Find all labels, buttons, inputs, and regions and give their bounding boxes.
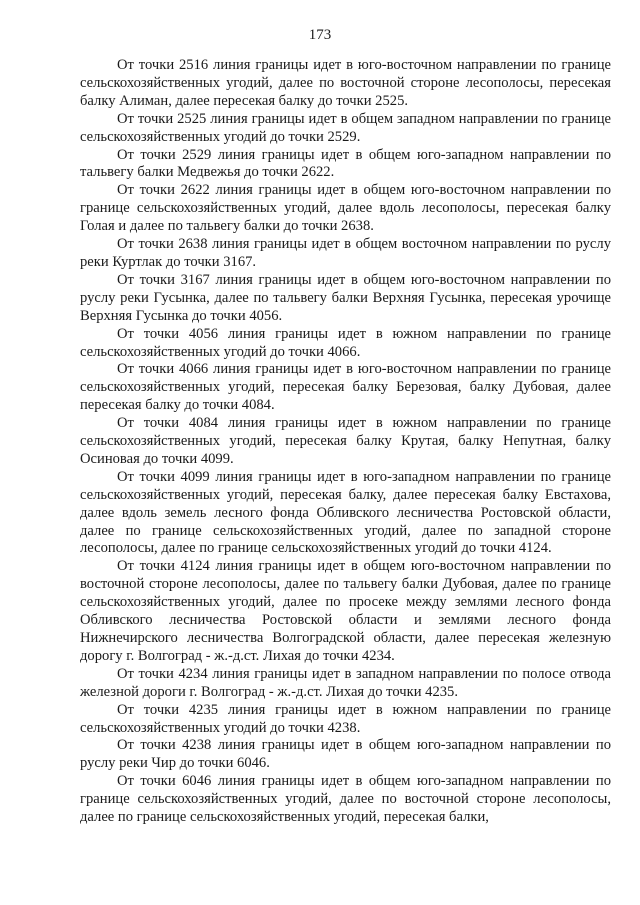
boundary-paragraph: От точки 4066 линия границы идет в юго-восточном направлении по границе сельскохозяйственных угодий, пересекая балку Березовая, балку Дубовая, далее пересекая балку до точки 4084. bbox=[80, 361, 611, 414]
boundary-paragraph: От точки 4234 линия границы идет в западном направлении по полосе отвода железной дороги г. Волгоград - ж.-д.ст. Лихая до точки 4235. bbox=[80, 665, 611, 700]
boundary-paragraph: От точки 4084 линия границы идет в южном направлении по границе сельскохозяйственных угодий, пересекая балку Крутая, балку Непутная, балку Осиновая до точки 4099. bbox=[80, 415, 611, 467]
boundary-paragraph: От точки 3167 линия границы идет в общем юго-восточном направлении по руслу реки Гусынка, далее по тальвегу балки Верхняя Гусынка, пересекая урочище Верхняя Гусынка до точки 4056. bbox=[80, 271, 611, 324]
boundary-paragraph: От точки 4056 линия границы идет в южном направлении по границе сельскохозяйственных угодий до точки 4066. bbox=[80, 325, 611, 360]
boundary-paragraph: От точки 4238 линия границы идет в общем юго-западном направлении по руслу реки Чир до точки 6046. bbox=[80, 737, 611, 772]
boundary-paragraph: От точки 4124 линия границы идет в общем юго-восточном направлении по восточной стороне лесополосы, далее по тальвегу балки Дубовая, далее по границе сельскохозяйственных угодий, далее по просеке между землями лесного фонда Обливского лесничества Ростовской области и землями лесного фонда Нижнечирского лесничества Волгоградской области, далее пересекая железную дорогу г. Волгоград - ж.-д.ст. Лихая до точки 4234. bbox=[80, 558, 611, 664]
document-body bbox=[80, 57, 611, 827]
boundary-paragraph: От точки 4235 линия границы идет в южном направлении по границе сельскохозяйственных угодий до точки 4238. bbox=[80, 701, 611, 736]
boundary-paragraph: От точки 2622 линия границы идет в общем юго-восточном направлении по границе сельскохозяйственных угодий, далее вдоль лесополосы, пересекая балку Голая и далее по тальвегу балки до точки 2638. bbox=[80, 182, 611, 235]
boundary-paragraph: От точки 4099 линия границы идет в юго-западном направлении по границе сельскохозяйственных угодий, пересекая балку, далее пересекая балку Евстахова, далее вдоль земель лесного фонда Обливского лесничества Ростовской области, далее по границе сельскохозяйственных угодий, далее по западной стороне лесополосы, далее по границе сельскохозяйственных угодий до точки 4124. bbox=[80, 468, 611, 557]
boundary-paragraph: От точки 6046 линия границы идет в общем юго-западном направлении по границе сельскохозяйственных угодий, далее по восточной стороне лесополосы, далее по границе сельскохозяйственных угодий, пересекая балки, bbox=[80, 773, 611, 826]
page-number: 173 bbox=[308, 27, 332, 43]
boundary-paragraph: От точки 2516 линия границы идет в юго-восточном направлении по границе сельскохозяйственных угодий, далее по восточной стороне лесополосы, пересекая балку Алиман, далее пересекая балку до точки 2525. bbox=[80, 57, 611, 109]
boundary-paragraph: От точки 2529 линия границы идет в общем юго-западном направлении по тальвегу балки Медвежья до точки 2622. bbox=[80, 146, 611, 181]
boundary-paragraph: От точки 2638 линия границы идет в общем восточном направлении по руслу реки Куртлак до точки 3167. bbox=[80, 236, 611, 270]
boundary-paragraph: От точки 2525 линия границы идет в общем западном направлении по границе сельскохозяйственных угодий до точки 2529. bbox=[80, 110, 611, 145]
